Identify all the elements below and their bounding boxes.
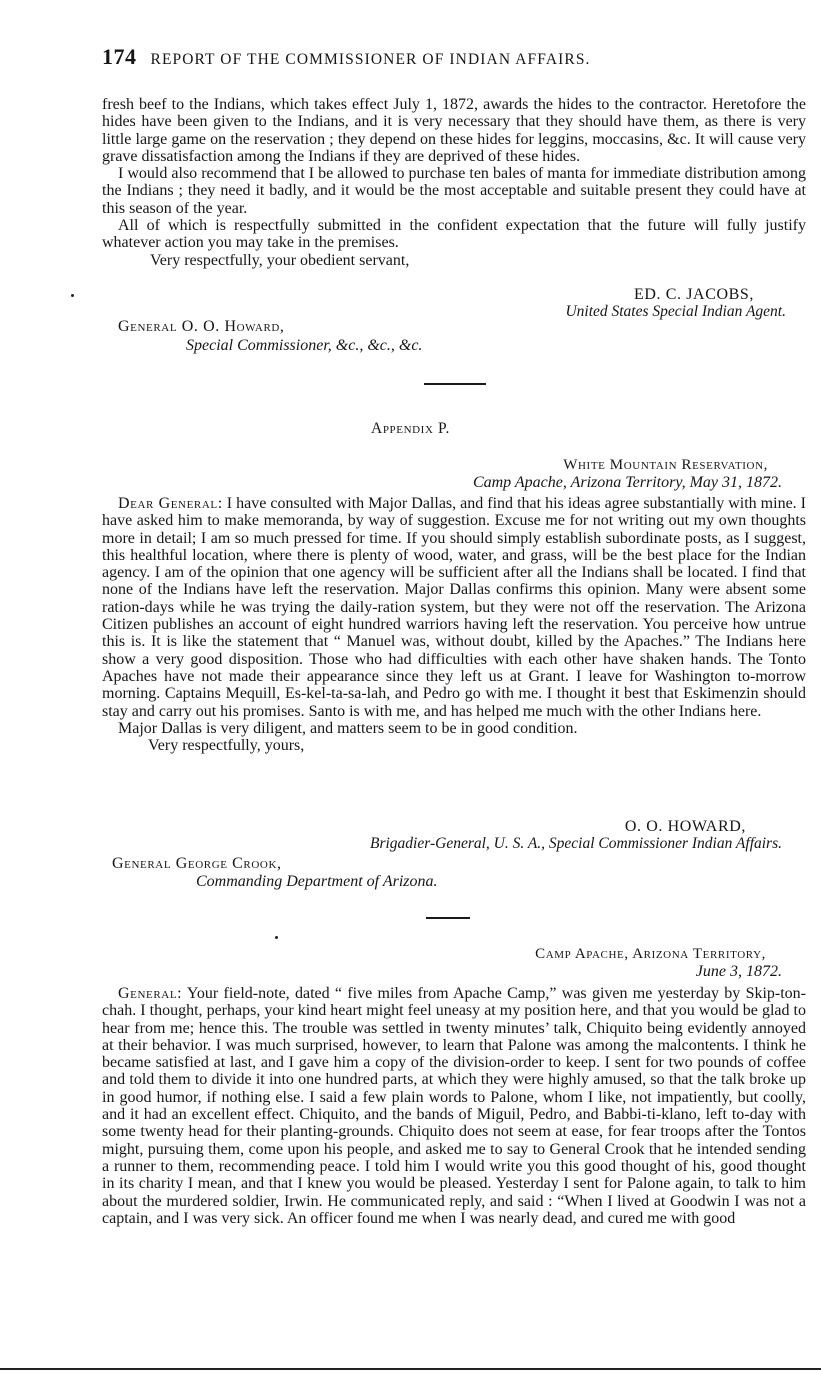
letter-1-signer-title: United States Special Indian Agent.	[565, 303, 786, 320]
section-rule-2	[426, 917, 470, 919]
letter-3-paragraph-1	[102, 985, 806, 1227]
letter-3-date: June 3, 1872.	[695, 963, 782, 980]
letter-3-body	[102, 985, 806, 1227]
page-number: 174	[102, 44, 137, 69]
letter-3-body-text: Your field-note, dated “ five miles from Apache Camp,” was given me yesterday by Skip-ton-chah. I thought, perhaps, your kind heart might feel uneasy at my position here, and that you would be glad to hear from me; hence this. The trouble was settled in twenty minutes’ talk, Chiquito being evidently annoyed at their behavior. I was much surprised, however, to learn that Palone was among the malcontents. I think he became satisfied at last, and I gave him a copy of the division-order to keep. I sent for two pounds of coffee and told them to divide it into one hundred parts, at which they were highly amused, so that the talk broke up in good humor, if nothing else. I said a few plain words to Palone, whom I like, not impatiently, but coolly, and it had an excellent effect. Chiquito, and the bands of Miguil, Pedro, and Babbi-ti-klano, left to-day with some twenty head for their planting-grounds. Chiquito does not seem at ease, for fear troops after the Tontos might, pursuing them, come upon his people, and asked me to say to General Crook that he intended sending a runner to them, recommending peace. I told him I would write you this good thought of his, good thought in its charity I mean, and that I knew you would be pleased. Yesterday I sent for Palone again, to talk to him about the murdered soldier, Irwin. He communicated reply, and said : “When I lived at Goodwin I was not a captain, and I was very sick. An officer found me when I was nearly dead, and cured me with good	[102, 985, 807, 1227]
letter-1-paragraph-2: I would also recommend that I be allowed to purchase ten bales of manta for immediate distribution among the Indians ; they need it badly, and it would be the most acceptable and suitable present they could have at this season of the year.	[102, 165, 806, 217]
appendix-signer-title: Brigadier-General, U. S. A., Special Commissioner Indian Affairs.	[370, 835, 782, 852]
appendix-signer: O. O. HOWARD,	[624, 818, 746, 835]
running-title: REPORT OF THE COMMISSIONER OF INDIAN AFFAIRS.	[150, 51, 591, 68]
appendix-paragraph-1	[102, 495, 806, 720]
appendix-salutation: Dear General:	[118, 495, 223, 512]
page-header	[102, 44, 752, 74]
section-rule	[424, 383, 486, 385]
letter-3-salutation: General:	[118, 985, 183, 1002]
appendix-title: Appendix P.	[371, 420, 450, 437]
appendix-addressee: General George Crook,	[112, 855, 282, 872]
letter-1-closing: Very respectfully, your obedient servant,	[150, 251, 410, 269]
print-speck	[71, 294, 74, 297]
appendix-closing: Very respectfully, yours,	[148, 737, 305, 755]
letter-1-addressee: General O. O. Howard,	[118, 318, 285, 335]
appendix-place: White Mountain Reservation,	[563, 457, 768, 473]
appendix-paragraph-2: Major Dallas is very diligent, and matters seem to be in good condition.	[118, 719, 578, 737]
letter-1-body	[102, 96, 806, 269]
letter-1-paragraph-1: fresh beef to the Indians, which takes effect July 1, 1872, awards the hides to the contractor. Heretofore the hides have been given to the Indians, and it is very necessary that they should have them, as there is very little large game on the reservation ; they depend on these hides for leggins, moccasins, &c. It will cause very grave dissatisfaction among the Indians if they are deprived of these hides.	[102, 96, 806, 165]
appendix-letter-body	[102, 495, 806, 754]
letter-3-place: Camp Apache, Arizona Territory,	[535, 946, 766, 962]
letter-1-addressee-title: Special Commissioner, &c., &c., &c.	[186, 337, 423, 354]
appendix-dateline: Camp Apache, Arizona Territory, May 31, 1872.	[472, 474, 782, 491]
print-speck-2	[275, 936, 278, 939]
appendix-addressee-title: Commanding Department of Arizona.	[196, 873, 438, 890]
letter-1-paragraph-3: All of which is respectfully submitted in the confident expectation that the future will fully justify whatever action you may take in the premises.	[102, 217, 806, 252]
page-bottom-edge	[0, 1368, 821, 1370]
appendix-body-text: I have consulted with Major Dallas, and find that his ideas agree substantially with mine. I have asked him to make memoranda, by way of suggestion. Excuse me for not writing out my own thoughts more in detail; I am so much pressed for time. If you should simply establish subordinate posts, as I suggest, this healthful location, where there is plenty of wood, water, and grass, will be the best place for the Indian agency. I am of the opinion that one agency will be sufficient after all the Indians shall be located. I find that none of the Indians have left the reservation. Major Dallas confirms this opinion. Many were absent some ration-days while he was trying the daily-ration system, but they were not off the reservation. The Arizona Citizen publishes an account of eight hundred warriors having left the reservation. You perceive how untrue this is. It is like the statement that “ Manuel was, without doubt, killed by the Apaches.” The Indians here show a very good disposition. Those who had difficulties with each other have shaken hands. The Tonto Apaches have not made their appearance since they left us at Grant. I leave for Washington to-morrow morning. Captains Mequill, Es-kel-ta-sa-lah, and Pedro go with me. I thought it best that Eskimenzin should stay and carry out his promises. Santo is with me, and has helped me much with the other Indians here.	[102, 495, 807, 720]
letter-1-signer: ED. C. JACOBS,	[634, 286, 754, 303]
